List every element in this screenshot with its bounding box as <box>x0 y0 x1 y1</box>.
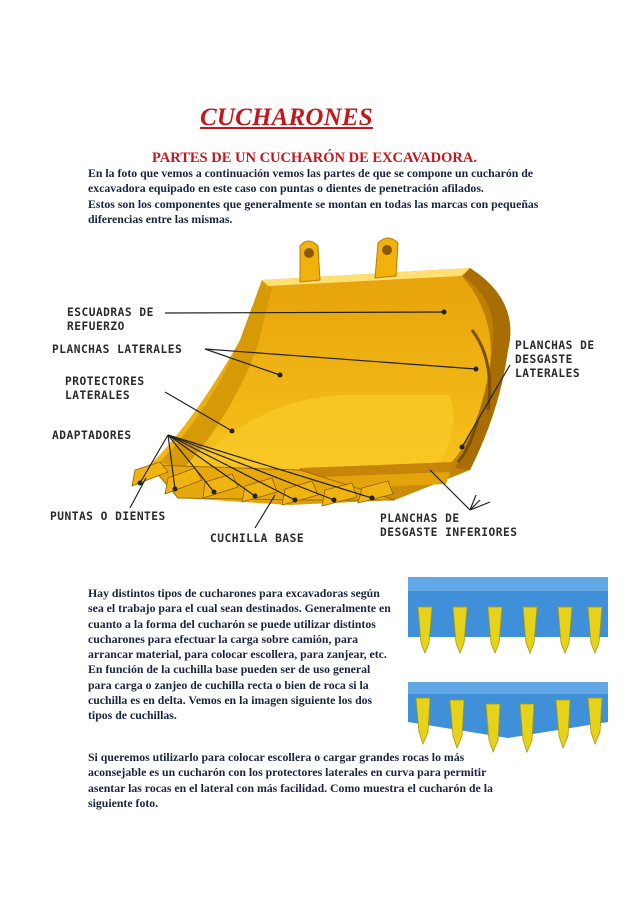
label-desgaste-inf-2: DESGASTE INFERIORES <box>380 526 518 539</box>
blades-line: para carga o zanjeo de cuchilla recta o bien de roca si la <box>88 677 369 692</box>
bucket-diagram <box>0 225 638 555</box>
label-planchas-laterales: PLANCHAS LATERALES <box>52 343 183 356</box>
hinge-bracket-right <box>375 238 398 278</box>
label-desgaste-lat-2: DESGASTE <box>515 353 573 366</box>
label-adaptadores: ADAPTADORES <box>52 429 132 442</box>
section-subtitle: PARTES DE UN CUCHARÓN DE EXCAVADORA. <box>152 150 477 166</box>
blades-line: cuchilla es en delta. Vemos en la imagen siguiente los dos <box>88 693 373 708</box>
intro-paragraph <box>88 166 558 227</box>
rock-bucket-paragraph <box>88 750 548 811</box>
rock-line: asentar las rocas en el lateral con más facilidad. Como muestra el cucharón de la <box>88 780 493 795</box>
delta-blade-image <box>408 682 608 754</box>
blades-paragraph <box>88 586 403 724</box>
rock-line: Si queremos utilizarlo para colocar escollera o cargar grandes rocas lo más <box>88 750 465 764</box>
blades-line: cuanto a la forma del cucharón se puede utilizar distintos <box>88 616 376 631</box>
blades-line: sea el trabajo para el cual sean destinados. Generalmente en <box>88 601 391 616</box>
blades-line: En función de la cuchilla base pueden ser de uso general <box>88 662 371 677</box>
intro-line: En la foto que vemos a continuación vemos las partes de que se compone un cucharón de <box>88 166 534 180</box>
rock-line: aconsejable es un cucharón con los protectores laterales en curva para permitir <box>88 765 487 780</box>
hinge-bracket-left <box>300 241 320 282</box>
label-desgaste-lat-3: LATERALES <box>515 367 581 380</box>
label-desgaste-inf-1: PLANCHAS DE <box>380 512 460 525</box>
blades-line: cucharones para efectuar la carga sobre camión, para <box>88 631 358 646</box>
blades-line: tipos de cuchillas. <box>88 708 177 723</box>
label-protectores-1: PROTECTORES <box>65 375 145 388</box>
blades-line: arrancar material, para colocar escollera, para zanjear, etc. <box>88 647 387 662</box>
label-desgaste-lat-1: PLANCHAS DE <box>515 339 595 352</box>
label-escuadras-1: ESCUADRAS DE <box>67 306 154 319</box>
blades-line: Hay distintos tipos de cucharones para excavadoras según <box>88 586 380 600</box>
label-puntas: PUNTAS O DIENTES <box>50 510 166 523</box>
intro-line: excavadora equipado en este caso con puntas o dientes de penetración afilados. <box>88 181 484 196</box>
label-protectores-2: LATERALES <box>65 389 131 402</box>
page-title: CUCHARONES <box>200 104 373 131</box>
rock-line: siguiente foto. <box>88 795 159 810</box>
straight-blade-image <box>408 577 608 667</box>
label-cuchilla: CUCHILLA BASE <box>210 532 305 545</box>
label-escuadras-2: REFUERZO <box>67 320 125 333</box>
intro-line: diferencias entre las mismas. <box>88 211 233 226</box>
intro-line: Estos son los componentes que generalmente se montan en todas las marcas con pequeñas <box>88 196 539 211</box>
